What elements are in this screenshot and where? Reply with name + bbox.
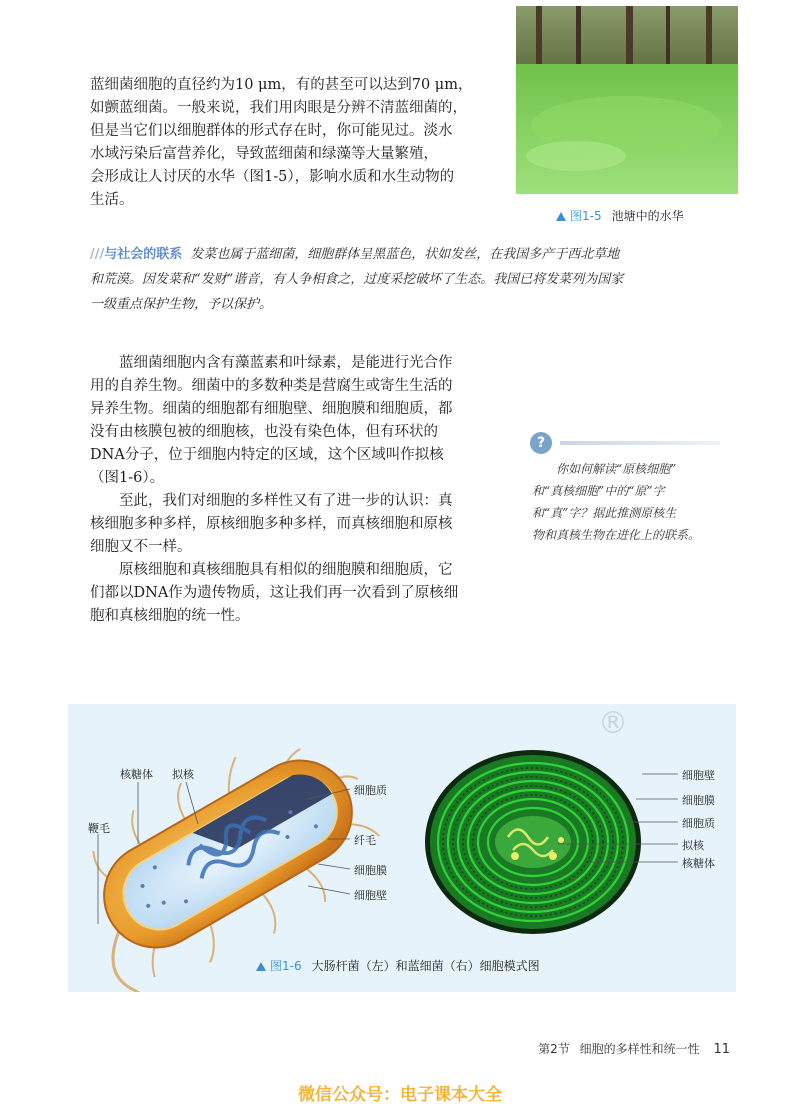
text-line: 们都以DNA作为遗传物质，这让我们再一次看到了原核细	[90, 585, 459, 601]
text-line: ///与社会的联系 发菜也属于蓝细菌，细胞群体呈黑蓝色，状如发丝，在我国多产于西北草地	[90, 247, 620, 262]
page-footer	[500, 1040, 730, 1057]
cell-diagrams	[68, 704, 736, 992]
text-line: 核细胞多种多样，原核细胞多种多样，而真核细胞和原核	[90, 516, 453, 532]
figure-number: 图1-5	[570, 209, 602, 223]
section-number: 第2节	[538, 1042, 570, 1056]
text-line: 胞和真核细胞的统一性。	[90, 608, 250, 624]
caption-text: 池塘中的水华	[611, 209, 684, 223]
label-cytoplasm: 细胞质	[354, 784, 387, 797]
text-line: 会形成让人讨厌的水华（图1-5），影响水质和水生动物的	[90, 169, 455, 185]
text-line: 没有由核膜包被的细胞核，也没有染色体，但有环状的	[90, 424, 438, 440]
question-icon: ?	[530, 432, 552, 454]
society-connection-box	[90, 242, 730, 317]
society-label: ///与社会的联系	[90, 247, 183, 262]
text-line: DNA分子，位于细胞内特定的区域，这个区域叫作拟核	[90, 447, 444, 463]
text-line: 如颤蓝细菌。一般来说，我们用肉眼是分辨不清蓝细菌的，	[90, 100, 467, 116]
paragraph-1	[90, 352, 510, 490]
text-line: 但是当它们以细胞群体的形式存在时，你可能见过。淡水	[90, 123, 453, 139]
diagram-caption	[256, 957, 540, 974]
text-line: 你如何解读“原核细胞”	[556, 462, 677, 476]
text-line: 物和真核生物在进化上的联系。	[532, 528, 701, 542]
triangle-icon	[556, 212, 566, 221]
text-line: 和荒漠。因发菜和“发财”谐音，有人争相食之，过度采挖破坏了生态。我国已将发菜列为国家	[90, 272, 624, 287]
label-right-ribosome: 核糖体	[682, 857, 715, 870]
text-line: 至此，我们对细胞的多样性又有了进一步的认识：真	[119, 493, 453, 509]
text-line: （图1-6）。	[90, 470, 165, 486]
text-line: 和“真核细胞”中的“原”字	[532, 484, 665, 498]
label-pilus: 纤毛	[354, 834, 376, 847]
label-membrane: 细胞膜	[354, 864, 387, 877]
paragraph-3	[90, 559, 510, 628]
registered-mark: ®	[598, 706, 628, 741]
text-line: 细胞又不一样。	[90, 539, 192, 555]
stripes-icon: ///	[90, 247, 105, 262]
photo-caption	[556, 207, 684, 224]
text-line: 原核细胞和真核细胞具有相似的细胞膜和细胞质，它	[119, 562, 453, 578]
label-ribosome: 核糖体	[120, 768, 153, 781]
page-number: 11	[713, 1042, 730, 1057]
intro-paragraph	[90, 74, 510, 212]
text-line: 一级重点保护生物，予以保护。	[90, 297, 273, 312]
algal-bloom-photo	[516, 6, 738, 194]
main-text	[90, 352, 510, 628]
text-line: 异养生物。细菌的细胞都有细胞壁、细胞膜和细胞质，都	[90, 401, 453, 417]
triangle-icon	[256, 962, 266, 971]
sidebar-question	[532, 458, 728, 546]
label-flagellum: 鞭毛	[88, 822, 110, 835]
text-line: 蓝细菌细胞内含有藻蓝素和叶绿素，是能进行光合作	[119, 355, 453, 371]
label-right-wall: 细胞壁	[682, 769, 715, 782]
label-wall: 细胞壁	[354, 889, 387, 902]
text-line: 蓝细菌细胞的直径约为10 μm，有的甚至可以达到70 μm，	[90, 77, 473, 93]
cyanobacterium-cell	[425, 750, 641, 934]
label-right-membrane: 细胞膜	[682, 794, 715, 807]
sidebar-divider	[560, 441, 720, 445]
text-line: 水域污染后富营养化，导致蓝细菌和绿藻等大量繁殖，	[90, 146, 438, 162]
text-line: 生活。	[90, 192, 134, 208]
label-right-cytoplasm: 细胞质	[682, 817, 715, 830]
paragraph-2	[90, 490, 510, 559]
wechat-watermark: 微信公众号：电子课本大全	[298, 1085, 502, 1105]
cell-diagram-panel	[68, 704, 736, 992]
label-right-nucleoid: 拟核	[682, 839, 704, 852]
figure-number: 图1-6	[270, 959, 302, 973]
text-line: 和“真”字？据此推测原核生	[532, 506, 677, 520]
caption-text: 大肠杆菌（左）和蓝细菌（右）细胞模式图	[311, 959, 540, 973]
ecoli-cell	[68, 705, 443, 992]
label-nucleoid: 拟核	[172, 768, 194, 781]
text-line: 用的自养生物。细菌中的多数种类是营腐生或寄生生活的	[90, 378, 453, 394]
section-title: 细胞的多样性和统一性	[579, 1042, 700, 1056]
